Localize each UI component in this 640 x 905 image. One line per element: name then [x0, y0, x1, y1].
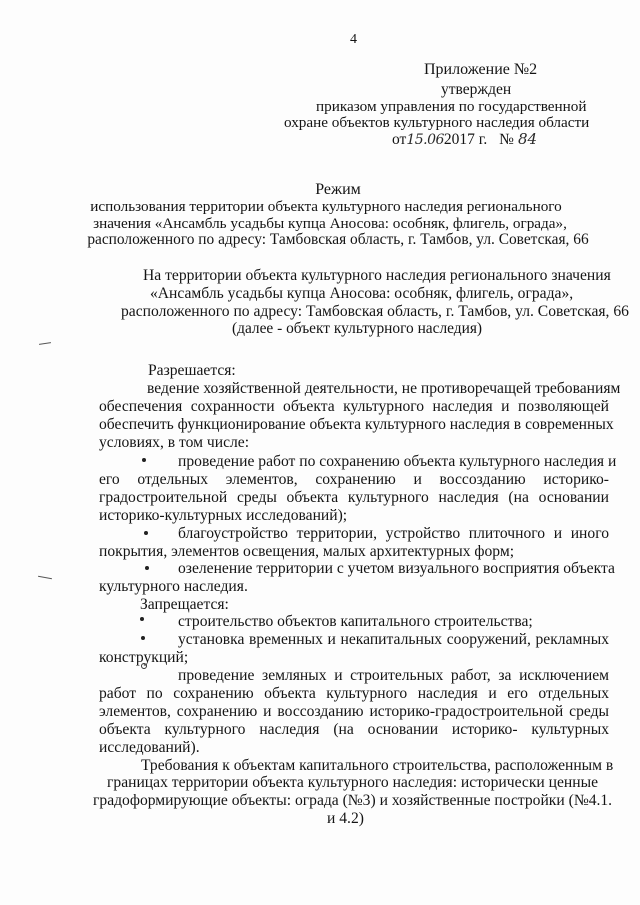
- prohibited-item-2-line: конструкций;: [99, 649, 189, 666]
- bullet-icon: [144, 531, 148, 535]
- requirements-line-3: градоформирующие объекты: ограда (№3) и хозяйственные постройки (№4.1.: [93, 792, 613, 809]
- requirements-line-2: границах территории объекта культурного наследия: исторически ценные: [107, 774, 598, 791]
- subject-line-1: На территории объекта культурного наследия регионального значения: [143, 267, 611, 284]
- heading-title: Режим: [315, 181, 361, 198]
- allowed-item-1-line: проведение работ по сохранению объекта культурного наследия и: [178, 453, 617, 470]
- prohibited-item-1: строительство объектов капитального строительства;: [178, 613, 533, 630]
- bullet-icon: [142, 458, 146, 462]
- allowed-item-1-line: историко-культурных исследований);: [99, 507, 348, 524]
- allowed-item-3-line: культурного наследия.: [99, 578, 248, 595]
- allowed-item-1-line: градостроительной среды объекта культурного наследия (на основании: [99, 490, 609, 506]
- order-line-1: приказом управления по государственной: [316, 98, 587, 115]
- subject-line-3: расположенного по адресу: Тамбовская область, г. Тамбов, ул. Советская, 66: [121, 303, 629, 320]
- heading-line-1: использования территории объекта культурного наследия регионального: [90, 198, 562, 215]
- heading-line-2: значения «Ансамбль усадьбы купца Аносова: особняк, флигель, ограда»,: [93, 215, 567, 232]
- bullet-icon: [145, 566, 149, 570]
- handwritten-date: 15.06: [406, 132, 444, 148]
- scan-mark: [39, 342, 51, 345]
- order-line-2: охране объектов культурного наследия области: [284, 114, 590, 131]
- prohibited-item-3-line: работ по сохранению объекта культурного наследия и его отдельных: [99, 686, 609, 702]
- prohibited-heading: Запрещается:: [140, 596, 229, 613]
- prohibited-item-3-line: объекта культурного наследия (на основании историко- культурных: [99, 722, 609, 738]
- scan-mark: [38, 576, 52, 579]
- allowed-intro-line: обеспечения сохранности объекта культурного наследия и позволяющей: [99, 399, 609, 415]
- number-prefix: №: [499, 131, 514, 148]
- subject-line-4: (далее - объект культурного наследия): [232, 320, 483, 337]
- bullet-icon: [140, 617, 144, 621]
- prohibited-item-3-line: элементов, сохранению и воссозданию историко-градостроительной среды: [99, 704, 609, 720]
- requirements-line-1: Требования к объектам капитального строительства, расположенным в: [141, 757, 614, 774]
- order-date-line: [392, 132, 537, 148]
- subject-line-2: «Ансамбль усадьбы купца Аносова: особняк, флигель, ограда»,: [150, 285, 574, 302]
- allowed-heading: Разрешается:: [148, 362, 236, 379]
- requirements-line-4: и 4.2): [327, 810, 364, 827]
- bullet-icon: [141, 663, 147, 669]
- bullet-icon: [141, 636, 145, 640]
- approved-label: утвержден: [441, 81, 512, 98]
- order-year: 2017 г.: [443, 131, 488, 148]
- allowed-item-2-line: покрытия, элементов освещения, малых архитектурных форм;: [99, 543, 515, 560]
- heading-line-3: расположенного по адресу: Тамбовская область, г. Тамбов, ул. Советская, 66: [87, 231, 589, 248]
- handwritten-number: 84: [517, 130, 538, 148]
- appendix-title: Приложение №2: [424, 61, 538, 78]
- allowed-item-1-line: его отдельных элементов, сохранению и воссозданию историко-: [99, 472, 609, 488]
- allowed-intro-line: обеспечить функционирование объекта культурного наследия в современных: [99, 416, 614, 433]
- allowed-intro-line: условиях, в том числе:: [99, 434, 250, 451]
- prohibited-item-3-line: исследований).: [99, 739, 200, 756]
- allowed-intro-line: ведение хозяйственной деятельности, не противоречащей требованиям: [147, 380, 621, 397]
- date-prefix: от: [392, 131, 407, 148]
- page-number: 4: [350, 32, 357, 47]
- prohibited-item-2-line: установка временных и некапитальных сооружений, рекламных: [178, 632, 609, 648]
- prohibited-item-3-line: проведение земляных и строительных работ, за исключением: [178, 668, 609, 684]
- allowed-item-3-line: озеленение территории с учетом визуального восприятия объекта: [178, 560, 615, 577]
- allowed-item-2-line: благоустройство территории, устройство плиточного и иного: [178, 526, 609, 542]
